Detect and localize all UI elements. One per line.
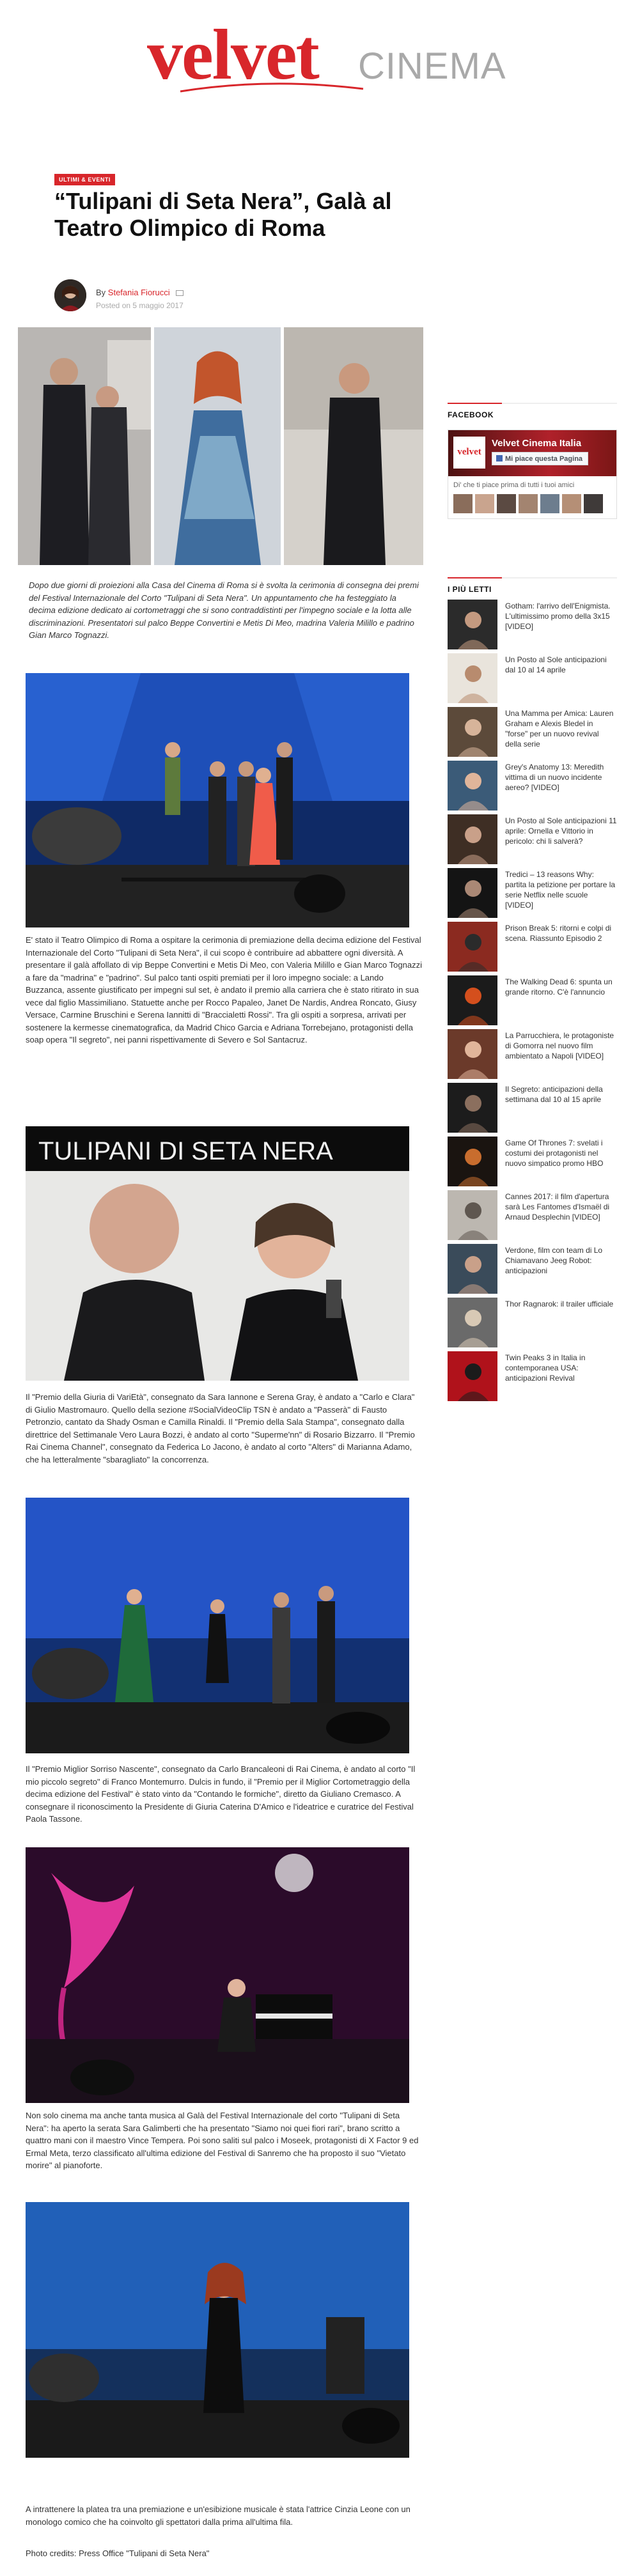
- popular-widget-rule: [448, 577, 617, 578]
- popular-post-thumbnail[interactable]: [448, 1137, 497, 1186]
- article-paragraph-5: A intrattenere la platea tra una premiazione e un'esibizione musicale è stata l'attrice Cinzia Leone con un monologo comico che ha coinvolto gli spettatori dalla prima all'ultima fila.: [26, 2504, 410, 2527]
- popular-post-thumbnail[interactable]: [448, 922, 497, 972]
- site-header: [0, 0, 633, 112]
- popular-post-title[interactable]: Thor Ragnarok: il trailer ufficiale: [505, 1300, 614, 1308]
- featured-image: [18, 327, 423, 565]
- logo-velvet-text: velvet: [147, 15, 318, 95]
- popular-post-thumbnail[interactable]: [448, 975, 497, 1025]
- popular-post-thumbnail[interactable]: [448, 1244, 497, 1294]
- logo-cinema-text: CINEMA: [358, 45, 506, 87]
- popular-post-thumbnail[interactable]: [448, 814, 497, 864]
- popular-post-title[interactable]: Un Posto al Sole anticipazioni dal 10 al 14 aprile: [505, 655, 607, 674]
- fan-avatar[interactable]: [584, 494, 603, 513]
- fb-logo-text: velvet: [457, 447, 481, 457]
- facebook-page-logo[interactable]: [453, 437, 485, 469]
- popular-post-thumbnail[interactable]: [448, 1029, 497, 1079]
- popular-post-title[interactable]: Una Mamma per Amica: Lauren Graham e Alexis Bledel in "forse" per un nuovo revival della serie: [505, 709, 614, 749]
- mail-icon[interactable]: [176, 290, 184, 296]
- photo-credit: Photo credits: Press Office "Tulipani di Seta Nera": [26, 2549, 210, 2558]
- fan-avatar[interactable]: [540, 494, 559, 513]
- popular-post-title[interactable]: Il Segreto: anticipazioni della settimana dal 10 al 15 aprile: [505, 1085, 603, 1104]
- facebook-widget-title: FACEBOOK: [448, 410, 494, 419]
- popular-post-item[interactable]: [448, 922, 617, 973]
- article-photo-monologue: [26, 2202, 409, 2458]
- popular-post-title[interactable]: Grey's Anatomy 13: Meredith vittima di un nuovo incidente aereo? [VIDEO]: [505, 763, 604, 792]
- site-logo[interactable]: [147, 15, 506, 96]
- article-intro: Dopo due giorni di proiezioni alla Casa del Cinema di Roma si è svolta la cerimonia di consegna dei premi del Festival Internazionale del Corto "Tulipani di Seta Nera". Un appuntamento che ha festeggiato la decima edizione dedicato ai cortometraggi che si sono contraddistinti per l'impegno sociale e la lotta alle discriminazioni. Presentatori sul palco Beppe Convertini e Metis Di Meo, madrina Valeria Milillo e padrino Gian Marco Tognazzi.: [29, 580, 419, 640]
- popular-post-thumbnail[interactable]: [448, 868, 497, 918]
- svg-text:TULIPANI DI SETA NERA: TULIPANI DI SETA NERA: [38, 1137, 333, 1165]
- popular-post-item[interactable]: [448, 761, 617, 812]
- post-title: “Tulipani di Seta Nera”, Galà al Teatro Olimpico di Roma: [54, 188, 392, 241]
- popular-post-thumbnail[interactable]: [448, 1190, 497, 1240]
- article-photo-stage-1: [26, 673, 409, 927]
- popular-widget-title: I PIÙ LETTI: [448, 585, 492, 594]
- author-avatar[interactable]: [54, 279, 86, 311]
- popular-post-item[interactable]: [448, 1190, 617, 1241]
- popular-post-item[interactable]: [448, 1083, 617, 1134]
- article-paragraph-4: Non solo cinema ma anche tanta musica al Galà del Festival Internazionale del corto "Tulipani di Seta Nera": ha aperto la serata Sara Galimberti che ha presentato "Siamo noi quei fiori rari", brano scritto a quattro mani con il maestro Vince Tempera. Poi sono saliti sul palco i Moseek, protagonisti di X Factor 9 ed Ermal Meta, terzo classificato all'ultima edizione del Festival di Sanremo che ha proposto il suo "Vietato morire" al pianoforte.: [26, 2111, 419, 2170]
- popular-post-title[interactable]: Tredici – 13 reasons Why: partita la petizione per portare la serie Netflix nelle scuole [VIDEO]: [505, 870, 616, 910]
- popular-post-title[interactable]: The Walking Dead 6: spunta un grande ritorno. C'è l'annuncio: [505, 977, 613, 997]
- article-photo-piano: [26, 1847, 409, 2103]
- popular-post-item[interactable]: [448, 1298, 617, 1349]
- popular-post-thumbnail[interactable]: [448, 761, 497, 811]
- popular-post-item[interactable]: [448, 1137, 617, 1188]
- facebook-faces: [453, 494, 613, 513]
- popular-post-title[interactable]: Gotham: l'arrivo dell'Enigmista. L'ultimissimo promo della 3x15 [VIDEO]: [505, 601, 611, 631]
- popular-post-item[interactable]: [448, 600, 617, 651]
- popular-post-title[interactable]: La Parrucchiera, le protagoniste di Gomorra nel nuovo film ambientato a Napoli [VIDEO]: [505, 1031, 614, 1060]
- author-line: [96, 288, 184, 297]
- author-link[interactable]: Stefania Fiorucci: [107, 288, 170, 297]
- fb-like-label: Mi piace questa Pagina: [505, 455, 583, 463]
- post-date: Posted on 5 maggio 2017: [96, 301, 184, 310]
- popular-post-title[interactable]: Prison Break 5: ritorni e colpi di scena. Riassunto Episodio 2: [505, 924, 612, 943]
- popular-post-item[interactable]: [448, 814, 617, 865]
- fan-avatar[interactable]: [475, 494, 494, 513]
- popular-post-title[interactable]: Cannes 2017: il film d'apertura sarà Les Fantomes d'Ismaël di Arnaud Desplechin [VIDEO]: [505, 1192, 610, 1222]
- popular-post-item[interactable]: [448, 1351, 617, 1402]
- popular-post-item[interactable]: [448, 1244, 617, 1295]
- logo-swash-icon: [179, 80, 364, 94]
- fan-avatar[interactable]: [497, 494, 516, 513]
- popular-post-thumbnail[interactable]: [448, 1298, 497, 1347]
- facebook-widget-rule: [448, 403, 617, 404]
- fan-avatar[interactable]: [453, 494, 473, 513]
- popular-post-thumbnail[interactable]: [448, 1351, 497, 1401]
- fan-avatar[interactable]: [562, 494, 581, 513]
- facebook-page-box[interactable]: [448, 430, 617, 519]
- popular-post-title[interactable]: Game Of Thrones 7: svelati i costumi dei protagonisti nel nuovo simpatico promo HBO: [505, 1138, 604, 1168]
- author-prefix: By: [96, 288, 106, 297]
- popular-post-thumbnail[interactable]: [448, 653, 497, 703]
- article-photo-interview: [26, 1126, 409, 1381]
- popular-post-item[interactable]: [448, 653, 617, 704]
- popular-post-title[interactable]: Un Posto al Sole anticipazioni 11 aprile: Ornella e Vittorio in pericolo: chi li salverà?: [505, 816, 617, 846]
- popular-post-item[interactable]: [448, 1029, 617, 1080]
- facebook-friends-text: Di' che ti piace prima di tutti i tuoi amici: [453, 481, 575, 489]
- article-photo-stage-2: [26, 1498, 409, 1753]
- facebook-cover: [448, 430, 616, 476]
- popular-post-thumbnail[interactable]: [448, 707, 497, 757]
- article-paragraph-2: Il "Premio della Giuria di VariEtà", consegnato da Sara Iannone e Serena Gray, è andato a "Carlo e Clara" di Giulio Mastromauro. Quello della sezione #SocialVideoClip TSN è andato a "Passerà" di Fausto Petronzio, cantato da Shady Osman e Camilla Rinaldi. Il "Premio della Sala Stampa", consegnato dalla direttrice del Settimanale Vero Laura Bozzi, è andato al corto "Superme'nn" di Rosario Bizzarro. Il "Premio Rai Cinema Channel", consegnato da Federica Lo Jacono, è andato al corto "Alters" di Marianna Adamo, che ha letteralmente "sbaragliato" la concorrenza.: [26, 1392, 415, 1464]
- fan-avatar[interactable]: [519, 494, 538, 513]
- popular-post-thumbnail[interactable]: [448, 1083, 497, 1133]
- popular-post-item[interactable]: [448, 975, 617, 1027]
- article-paragraph-1: E' stato il Teatro Olimpico di Roma a ospitare la cerimonia di premiazione della decima edizione del Festival Internazionale del Corto "Tulipani di Seta Nera", il cui scopo è contribuire ad abbattere ogni diversità. A presentare il galà affollato di vip Beppe Convertini e Metis Di Meo, con Valeria Milillo e Gian Marco Tognazzi a fare da "madrina" e "padrino". Sul palco tanti ospiti premiati per il loro impegno sociale: a Lando Buzzanca, assente giustificato per impegni sul set, è andato il premio alla carriera che è stato ritirato in sua vece dal figlio Massimiliano. Statuette anche per Rocco Papaleo, Janet De Nardis, Andrea Roncato, Giusy Versace, Carmine Bruschini e Serena Iannitti di "Braccialetti Rossi". Tra gli ospiti a sorpresa, arrivati per sostenere la kermesse cinematografica, da Madrid Chico Garcia e Adriana Torrebejano, protagonisti della soap opera "Il segreto", nei panni rispettivamente di Severo e Sol Santacruz.: [26, 935, 422, 1044]
- facebook-like-button[interactable]: [492, 452, 588, 465]
- category-badge[interactable]: ULTIMI & EVENTI: [54, 174, 115, 185]
- article-paragraph-3: Il "Premio Miglior Sorriso Nascente", consegnato da Carlo Brancaleoni di Rai Cinema, è andato al corto "Il mio piccolo segreto" di Franco Montemurro. Dulcis in fundo, il "Premio per il Miglior Cortometraggio della decima edizione del Festival" è stato vinto da "Contando le formiche", diretto da Giuliano Cremasco. A consegnare il riconoscimento la Presidente di Giuria Caterina D'Amico e l'ideatrice e curatrice del Festival Paola Tassone.: [26, 1764, 416, 1824]
- facebook-page-name[interactable]: Velvet Cinema Italia: [492, 438, 582, 449]
- popular-post-item[interactable]: [448, 707, 617, 758]
- popular-post-item[interactable]: [448, 868, 617, 919]
- thumbs-up-icon: [496, 455, 503, 462]
- popular-post-thumbnail[interactable]: [448, 600, 497, 649]
- popular-post-title[interactable]: Verdone, film con team di Lo Chiamavano Jeeg Robot: anticipazioni: [505, 1246, 603, 1275]
- popular-post-title[interactable]: Twin Peaks 3 in Italia in contemporanea USA: anticipazioni Revival: [505, 1353, 586, 1383]
